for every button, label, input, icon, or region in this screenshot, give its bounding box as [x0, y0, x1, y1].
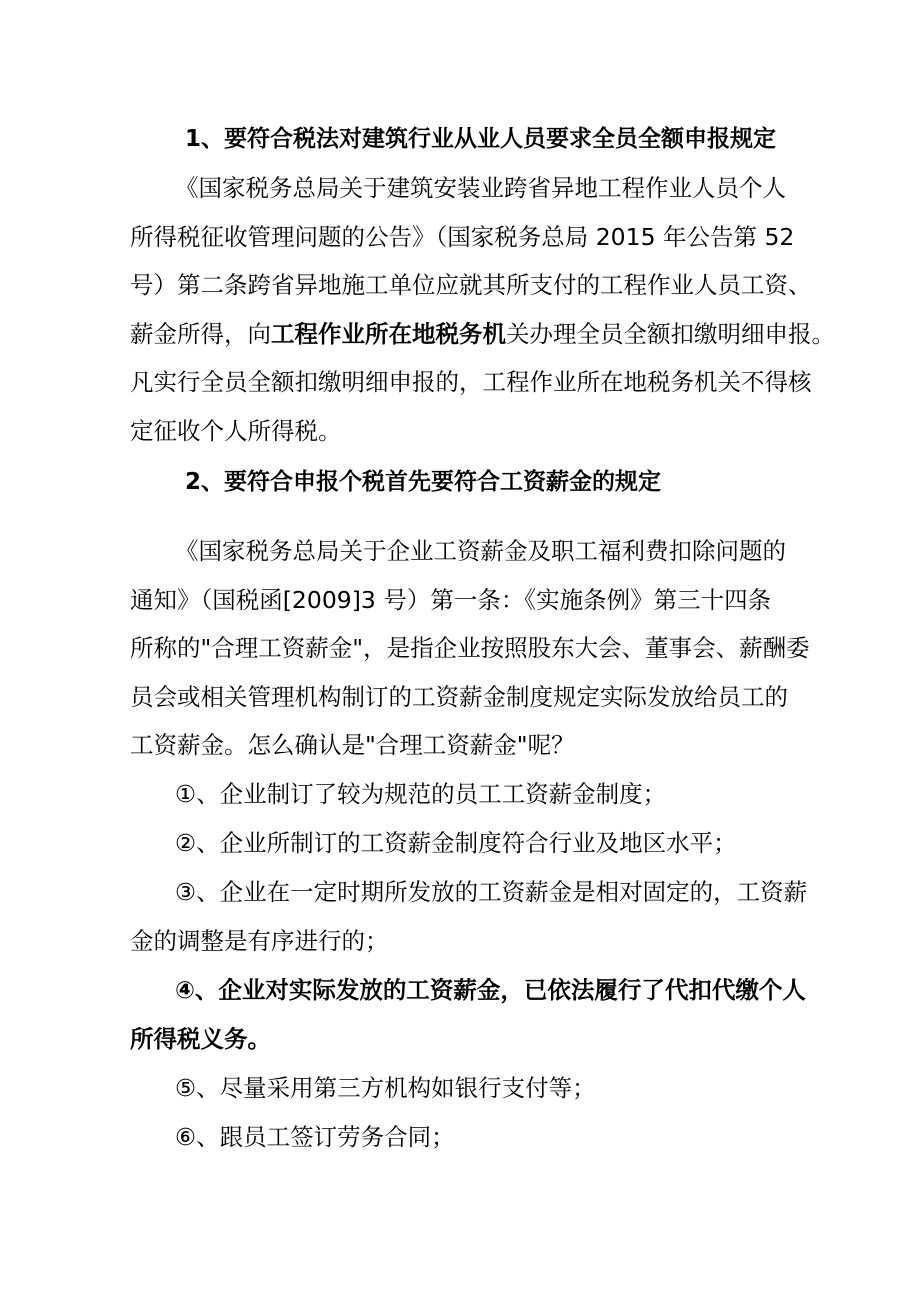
paragraph-line: 凡实行全员全额扣缴明细申报的，工程作业所在地税务机关不得核	[130, 368, 812, 396]
list-item-text: 所得税义务。	[130, 1024, 271, 1053]
text-run: 关办理全员全额扣缴明细申报。	[506, 319, 835, 348]
section-2-heading: 2、要符合申报个税首先要符合工资薪金的规定	[185, 469, 662, 495]
paragraph-line	[130, 310, 835, 359]
list-item-1	[130, 770, 810, 819]
paragraph-line: 所称的"合理工资薪金"，是指企业按照股东大会、董事会、薪酬委	[130, 634, 810, 662]
paragraph-line: 员会或相关管理机构制订的工资薪金制度规定实际发放给员工的	[130, 682, 788, 711]
paragraph-line: 所得税征收管理问题的公告》（国家税务总局 2015 年公告第 52	[130, 222, 795, 251]
paragraph-line: 通知》（国税函[2009]3 号）第一条：《实施条例》第三十四条	[130, 585, 772, 614]
paragraph-line: 定征收个人所得税。	[130, 416, 342, 445]
list-item-6	[130, 1113, 810, 1162]
list-item-text: ②、企业所制订的工资薪金制度符合行业及地区水平；	[175, 829, 737, 857]
paragraph-line: 工资薪金。怎么确认是"合理工资薪金"呢？	[130, 731, 575, 759]
list-item-5	[130, 1064, 810, 1113]
section-1-paragraph	[130, 164, 835, 455]
bold-text-run: 工程作业所在地税务机	[271, 319, 506, 348]
paragraph-line: 《国家税务总局关于建筑安装业跨省异地工程作业人员个人	[175, 174, 786, 202]
list-item-4	[130, 966, 810, 1063]
paragraph-line: 号）第二条跨省异地施工单位应就其所支付的工程作业人员工资、	[130, 271, 812, 299]
list-item-text: ③、企业在一定时期所发放的工资薪金是相对固定的，工资薪	[175, 878, 808, 906]
list-item-text: ⑥、跟员工签订劳务合同；	[175, 1123, 455, 1151]
section-2-paragraph	[130, 527, 810, 770]
paragraph-line: 《国家税务总局关于企业工资薪金及职工福利费扣除问题的	[175, 537, 786, 565]
section-1-heading: 1、要符合税法对建筑行业从业人员要求全员全额申报规定	[185, 126, 777, 152]
list-item-text: ①、企业制订了较为规范的员工工资薪金制度；	[175, 780, 667, 808]
text-run: 薪金所得，向	[130, 319, 271, 348]
list-item-text: 金的调整是有序进行的；	[130, 926, 389, 955]
list-item-text: ④、企业对实际发放的工资薪金，已依法履行了代扣代缴个人	[175, 976, 806, 1004]
list-item-3	[130, 868, 810, 965]
list-item-2	[130, 819, 810, 868]
list-item-text: ⑤、尽量采用第三方机构如银行支付等；	[175, 1074, 596, 1102]
